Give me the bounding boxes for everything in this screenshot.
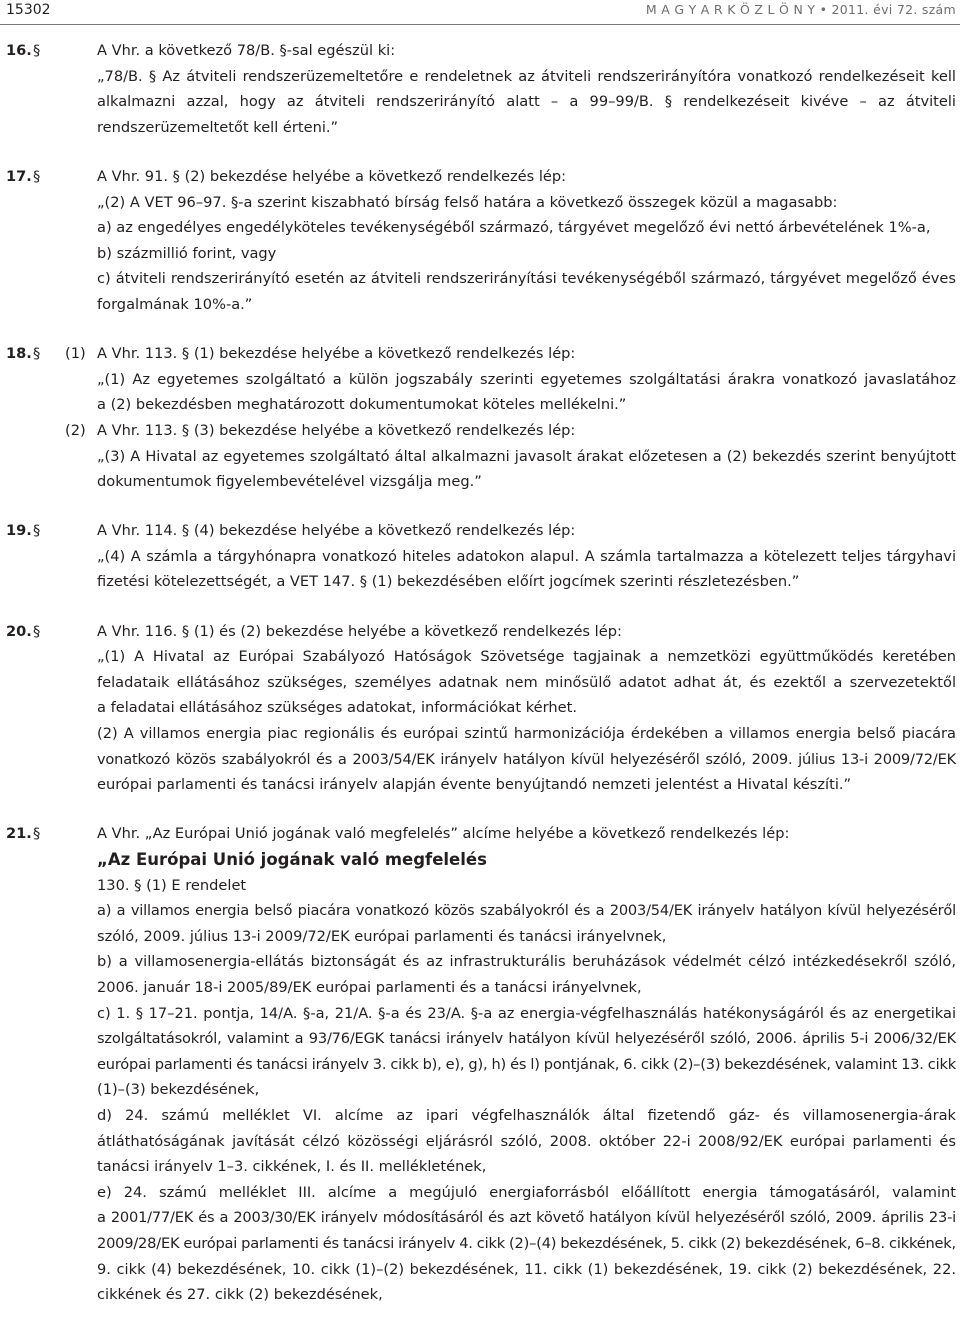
item-20 — [0, 619, 960, 798]
text-line: (1)–(3) bekezdésének, — [97, 1081, 260, 1099]
text-line: „(3) A Hivatal az egyetemes szolgáltató által alkalmazni javasolt árakat előzetesen a (2) bekezdés szerint benyújtott — [97, 447, 956, 465]
text-line: fizetési kötelezettségét, a VET 147. § (1) bekezdésében előírt jogcímek szerinti részletezésben.” — [97, 573, 800, 591]
item-16 — [0, 38, 960, 140]
item-number: 16. — [6, 42, 32, 59]
text-line: „(1) A Hivatal az Európai Szabályozó Hatóságok Szövetsége tagjainak a nemzetközi együttműködés keretében — [97, 648, 956, 666]
text-line: A Vhr. 113. § (1) bekezdése helyébe a következő rendelkezés lép: — [97, 345, 576, 363]
text-line: feladataik ellátásához szükséges, személyes adatnak nem minősülő adatot adhat át, és ezektől a szervezetektől — [97, 673, 956, 691]
text-line: alkalmazni azzal, hogy az átviteli rendszerirányító alatt – a 99–99/B. § rendelkezéseit kivéve – az átviteli — [97, 93, 956, 111]
item-number: 18. — [6, 345, 32, 363]
page-number: 15302 — [6, 2, 51, 18]
paragraph-number: (2) — [65, 421, 86, 439]
text-line: tanácsi irányelv 1–3. cikkének, I. és II. mellékletének, — [97, 1158, 487, 1176]
text-line: A Vhr. a következő 78/B. §-sal egészül ki: — [97, 42, 396, 59]
text-line: A Vhr. „Az Európai Unió jogának való megfelelés” alcíme helyébe a következő rendelkezés lép: — [97, 825, 790, 843]
journal-title: M A G Y A R K Ö Z L Ö N Y • 2011. évi 72. szám — [645, 2, 956, 17]
item-number: 19. — [6, 522, 32, 540]
text-line: cikkének és 27. cikk (2) bekezdésének, — [97, 1286, 383, 1304]
text-line: szolgáltatásokról, valamint a 93/76/EGK tanácsi irányelv hatályon kívül helyezéséről szóló, 2006. április 5-i 2006/32/EK — [97, 1030, 956, 1048]
text-line: „(1) Az egyetemes szolgáltató a külön jogszabály szerinti egyetemes szolgáltatási árakra vonatkozó javaslatához — [97, 370, 956, 388]
section-sign: § — [33, 345, 41, 363]
text-line: „78/B. § Az átviteli rendszerüzemeltetőre e rendeletnek az átviteli rendszerirányítóra vonatkozó rendelkezéseit kell — [97, 67, 956, 85]
text-line: e) 24. számú melléklet III. alcíme a megújuló energiaforrásból előállított energia támogatásáról, valamint — [97, 1183, 956, 1201]
text-line: a 2001/77/EK és a 2003/30/EK irányelv módosításáról és azt követő hatályon kívül helyezéséről szóló, 2009. április 23-i — [97, 1209, 956, 1227]
subtitle-heading: „Az Európai Unió jogának való megfelelés — [97, 850, 487, 869]
section-sign: § — [33, 522, 41, 540]
text-line: 130. § (1) E rendelet — [97, 876, 247, 894]
text-line: vonatkozó közös szabályokról és a 2003/54/EK irányelv hatályon kívül helyezéséről szóló, 2009. július 13-i 2009/72/EK — [97, 750, 956, 768]
text-line: c) átviteli rendszerirányító esetén az átviteli rendszerirányítási tevékenységéből származó, tárgyévet megelőző éves — [97, 270, 956, 288]
item-19 — [0, 518, 960, 595]
item-number: 20. — [6, 622, 32, 640]
document-body — [0, 38, 960, 1308]
section-sign: § — [33, 622, 41, 640]
header-rule — [0, 24, 960, 25]
item-number: 21. — [6, 825, 32, 843]
text-line: európai parlamenti és tanácsi irányelv alapján évente benyújtandó nemzeti jelentést a Hivatal készíti.” — [97, 776, 852, 794]
text-line: A Vhr. 91. § (2) bekezdése helyébe a következő rendelkezés lép: — [97, 167, 567, 185]
text-line: rendszerüzemeltetőt kell érteni.” — [97, 118, 339, 136]
text-line: a (2) bekezdésben meghatározott dokumentumokat köteles mellékelni.” — [97, 396, 627, 414]
text-line: „(4) A számla a tárgyhónapra vonatkozó hiteles adatokon alapul. A számla tartalmazza a kötelezett teljes tárgyhavi — [97, 547, 956, 565]
item-number: 17. — [6, 167, 32, 185]
text-line: dokumentumok figyelembevételével vizsgálja meg.” — [97, 473, 482, 491]
text-line: forgalmának 10%-a.” — [97, 295, 253, 313]
section-sign: § — [33, 42, 41, 59]
section-sign: § — [33, 167, 41, 185]
text-line: „(2) A VET 96–97. §-a szerint kiszabható bírság felső határa a következő összegek közül a magasabb: — [97, 193, 838, 211]
page-header — [0, 0, 960, 24]
text-line: 9. cikk (4) bekezdésének, 10. cikk (1)–(2) bekezdésének, 11. cikk (1) bekezdésének, 19. cikk (2) bekezdésének, 22. — [97, 1260, 956, 1278]
text-line: a) a villamos energia belső piacára vonatkozó közös szabályokról és a 2003/54/EK irányelv hatályon kívül helyezéséről — [97, 902, 956, 920]
text-line: 2009/28/EK európai parlamenti és tanácsi irányelv 4. cikk (2)–(4) bekezdésének, 5. cikk (2) bekezdésének, 6–8. cikkének, — [97, 1234, 956, 1252]
text-line: b) százmillió forint, vagy — [97, 244, 277, 262]
text-line: A Vhr. 113. § (3) bekezdése helyébe a következő rendelkezés lép: — [97, 421, 576, 439]
text-line: d) 24. számú melléklet VI. alcíme az ipari végfelhasználók által fizetendő gáz- és villamosenergia-árak — [97, 1106, 956, 1124]
text-line: c) 1. § 17–21. pontja, 14/A. §-a, 21/A. §-a és 23/A. §-a az energia-végfelhasználás hatékonyságáról és az energetikai — [97, 1004, 956, 1022]
text-line: A Vhr. 116. § (1) és (2) bekezdése helyébe a következő rendelkezés lép: — [97, 622, 622, 640]
text-line: a feladatai ellátásához szükséges adatokat, információkat kérhet. — [97, 699, 577, 717]
text-line: szóló, 2009. július 13-i 2009/72/EK európai parlamenti és tanácsi irányelvnek, — [97, 927, 667, 945]
text-line: A Vhr. 114. § (4) bekezdése helyébe a következő rendelkezés lép: — [97, 522, 576, 540]
text-line: (2) A villamos energia piac regionális és európai szintű harmonizációja érdekében a villamos energia belső piacára — [97, 725, 956, 743]
item-17 — [0, 164, 960, 318]
text-line: b) a villamosenergia-ellátás biztonságát és az infrastrukturális beruházások védelmét célzó intézkedésekről szóló, — [97, 953, 956, 971]
item-18 — [0, 341, 960, 495]
text-line: átláthatóságának javítását célzó közösségi eljárásról szóló, 2008. október 22-i 2008/92/EK európai parlamenti és — [97, 1132, 956, 1150]
text-line: 2006. január 18-i 2005/89/EK európai parlamenti és a tanácsi irányelvnek, — [97, 978, 642, 996]
item-21 — [0, 821, 960, 1307]
paragraph-number: (1) — [65, 345, 86, 363]
text-line: európai parlamenti és tanácsi irányelv 3. cikk b), e), g), h) és l) pontjának, 6. cikk (2)–(3) bekezdésének, valamint 13. cikk — [97, 1055, 956, 1073]
section-sign: § — [33, 825, 41, 843]
text-line: a) az engedélyes engedélyköteles tevékenységéből származó, tárgyévet megelőző évi nettó árbevételének 1%-a, — [97, 219, 931, 237]
